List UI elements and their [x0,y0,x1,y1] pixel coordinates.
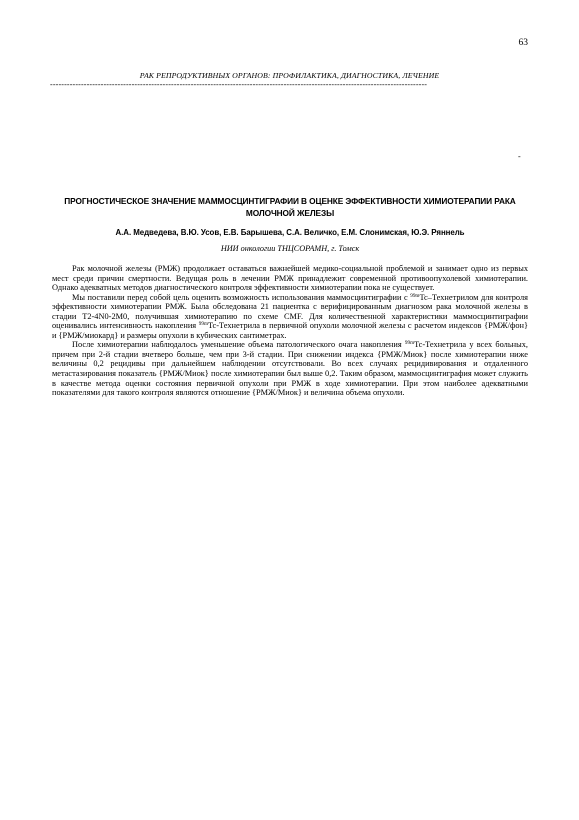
paragraph-3-text-a: После химиотерапии наблюдалось уменьшение объема патологического очага накопления [72,340,405,350]
stray-mark: - [518,152,521,161]
page-number: 63 [518,38,528,48]
paragraph-2 [52,293,528,341]
isotope-superscript: 99m [198,321,208,328]
isotope-superscript: 99m [404,340,415,347]
article-body [52,264,528,398]
paragraph-3 [52,340,528,397]
paragraph-3-text-b: Tc-Технетрила у всех больных, причем при 2-й стадии вчетверо больше, чем при 3-й стадии. При снижении индекса {РМЖ/Миок} после химиотерапии ниже величины 0,2 рецидивы при дальнейшем наблюдении отсутствовали. Во всех случаях рецидивирования и отдаленного метастазирования показатель {РМЖ/Миок} после химиотерапии был выше 0,2. Таким образом, маммосцинтиграфия может служить в качестве метода оценки состояния первичной опухоли при РМЖ в ходе химиотерапии. При этом наиболее адекватными показателями для такого контроля являются отношение {РМЖ/Миок} и величина объема опухоли. [52,340,528,398]
article-affiliation: НИИ онкологии ТНЦСОРАМН, г. Томск [220,244,360,253]
article-authors: А.А. Медведева, В.Ю. Усов, Е.В. Барышева, С.А. Величко, Е.М. Слонимская, Ю.Э. Ряннель [115,228,465,237]
isotope-superscript: 99m [410,292,420,299]
article-title: ПРОГНОСТИЧЕСКОЕ ЗНАЧЕНИЕ МАММОСЦИНТИГРАФИИ В ОЦЕНКЕ ЭФФЕКТИВНОСТИ ХИМИОТЕРАПИИ РАКА МОЛОЧНОЙ ЖЕЛЕЗЫ [64,196,516,218]
paragraph-2-text-c: Tc-Технетрила в первичной опухоли молочной железы с расчетом индексов {РМЖ/фон} и {РМЖ/миокард} и размеры опухоли в кубических сантиметрах. [52,321,528,340]
paragraph-2-text-b: Tc–Технетрилом для контроля эффективности химиотерапии РМЖ. Была обследована 21 пациентка с верифицированным диагнозом рака молочной железы в стадии T2-4N0-2M0, получившая химиотерапию по схеме CMF. Для количественной характеристики маммосцинтиграфии оценивались интенсивность накопления [52,292,528,331]
paragraph-2-text-a: Мы поставили перед собой цель оценить возможность использования маммосцинтиграфии с [72,292,411,302]
running-header: РАК РЕПРОДУКТИВНЫХ ОРГАНОВ: ПРОФИЛАКТИКА, ДИАГНОСТИКА, ЛЕЧЕНИЕ [139,71,440,80]
paragraph-1: Рак молочной железы (РМЖ) продолжает оставаться важнейшей медико-социальной проблемой и занимает одно из первых мест среди причин смертности. Ведущая роль в лечении РМЖ принадлежит современной противоопухолевой химиотерапии. Однако адекватных методов диагностического контроля эффективности химиотерапии пока не существует. [52,264,528,293]
header-rule: -------------------------------------------------------------------------------------------------------------------------------------- [50,80,428,89]
